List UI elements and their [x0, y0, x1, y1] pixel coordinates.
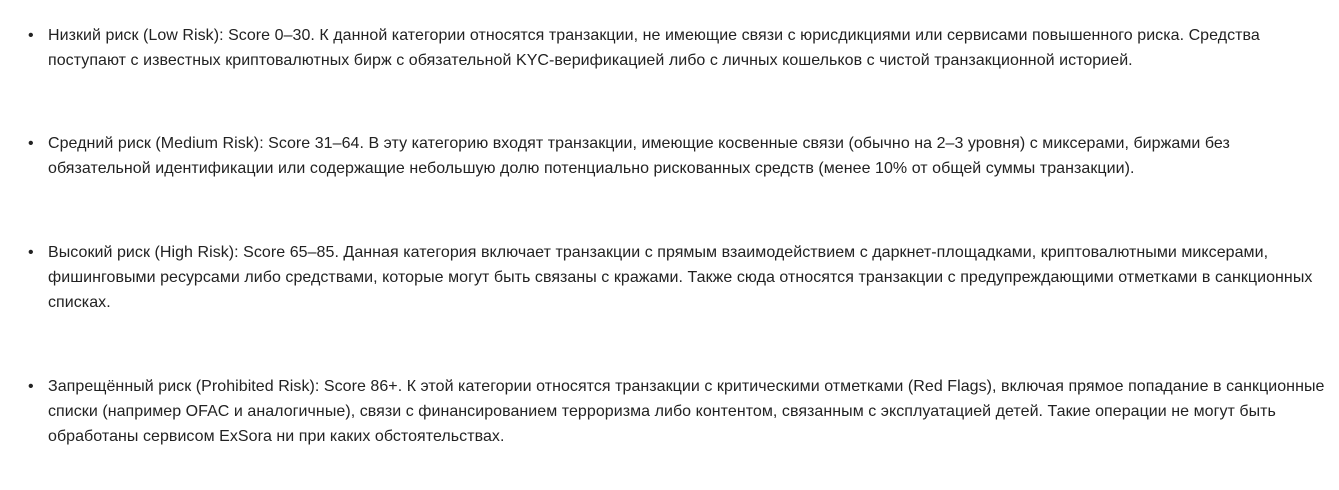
bullet-marker: •	[28, 244, 34, 261]
prohibited-risk-description: Запрещённый риск (Prohibited Risk): Score 86+. К этой категории относятся транзакции с критическими отметками (Red Flags), включая прямое попадание в санкционные списки (например OFAC и аналогичные), связи с финансированием терроризма либо контентом, связанным с эксплуатацией детей. Такие операции не могут быть обработаны сервисом ExSora ни при каких обстоятельствах.	[48, 378, 1325, 445]
list-item-medium-risk	[28, 131, 1328, 181]
medium-risk-description: Средний риск (Medium Risk): Score 31–64. В эту категорию входят транзакции, имеющие косвенные связи (обычно на 2–3 уровня) с миксерами, биржами без обязательной идентификации или содержащие небольшую долю потенциально рискованных средств (менее 10% от общей суммы транзакции).	[48, 135, 1230, 177]
list-item-prohibited-risk	[28, 374, 1328, 449]
bullet-marker: •	[28, 378, 34, 395]
low-risk-description: Низкий риск (Low Risk): Score 0–30. К данной категории относятся транзакции, не имеющие связи с юрисдикциями или сервисами повышенного риска. Средства поступают с известных криптовалютных бирж с обязательной KYC-верификацией либо с личных кошельков с чистой транзакционной историей.	[48, 27, 1260, 69]
bullet-marker: •	[28, 27, 34, 44]
list-item-low-risk	[28, 23, 1328, 73]
bullet-marker: •	[28, 135, 34, 152]
high-risk-description: Высокий риск (High Risk): Score 65–85. Данная категория включает транзакции с прямым взаимодействием с даркнет-площадками, криптовалютными миксерами, фишинговыми ресурсами либо средствами, которые могут быть связаны с кражами. Также сюда относятся транзакции с предупреждающими отметками в санкционных списках.	[48, 244, 1313, 311]
list-item-high-risk	[28, 240, 1328, 315]
